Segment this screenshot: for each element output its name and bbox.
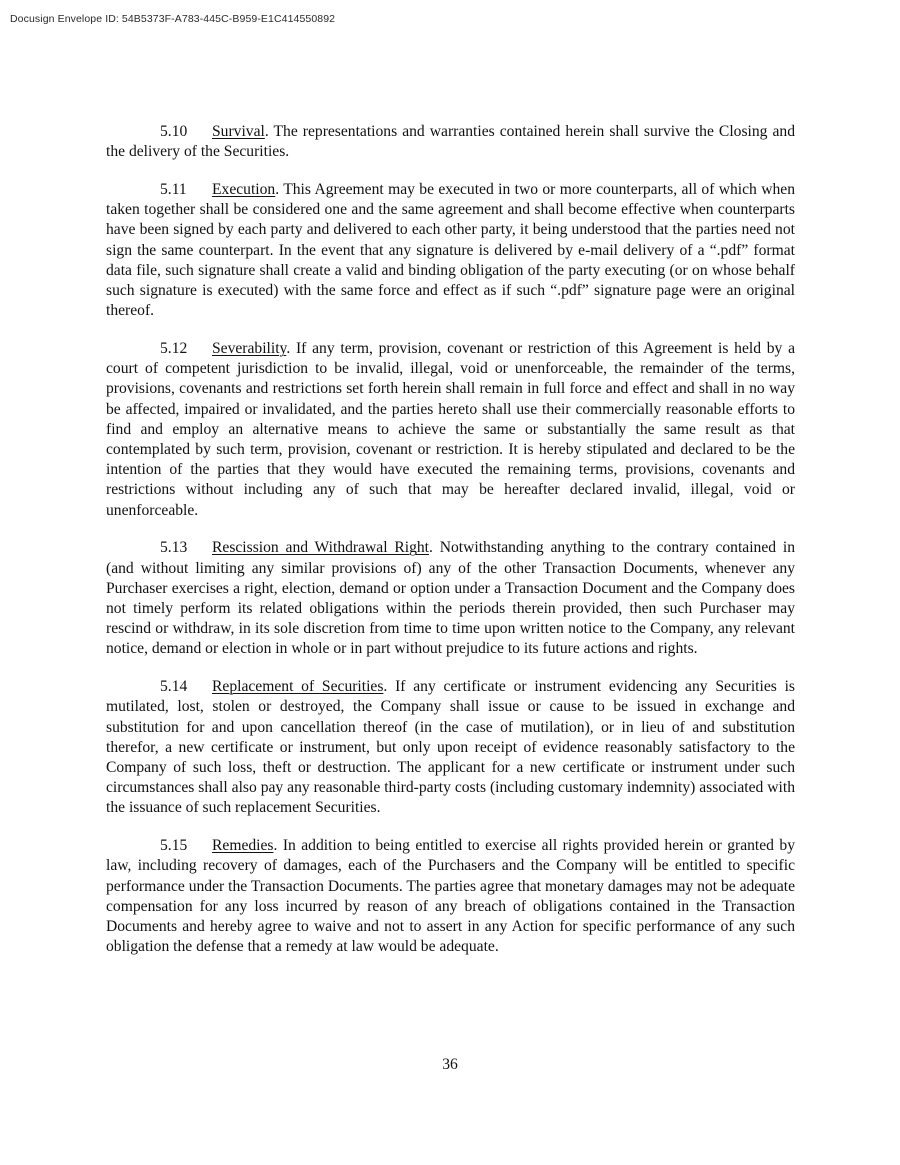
section-number: 5.10 — [160, 123, 188, 140]
section-heading: Severability — [212, 340, 287, 358]
section-heading: Remedies — [212, 837, 274, 855]
section-text: Notwithstanding anything to the contrary contained in (and without limiting any similar provisions of) any of the other Transaction Documents, whenever any Purchaser exercises a right, election, demand or option under a Transaction Document and the Company does not timely perform its related obligations within the periods therein provided, then such Purchaser may rescind or withdraw, in its sole discretion from time to time upon written notice to the Company, any relevant notice, demand or election in whole or in part without prejudice to its future actions and rights. — [106, 539, 796, 658]
section-text: If any term, provision, covenant or restriction of this Agreement is held by a court of competent jurisdiction to be invalid, illegal, void or unenforceable, the remainder of the terms, provisions, covenants and restrictions set forth herein shall remain in full force and effect and shall in no way be affected, impaired or invalidated, and the parties hereto shall use their commercially reasonable efforts to find and employ an alternative means to achieve the same or substantially the same result as that contemplated by such term, provision, covenant or restriction. It is hereby stipulated and declared to be the intention of the parties that they would have executed the remaining terms, provisions, covenants and restrictions without including any of such that may be hereafter declared invalid, illegal, void or unenforceable. — [106, 340, 795, 519]
section-heading: Rescission and Withdrawal Right — [212, 539, 430, 557]
section-5-15: 5.15 Remedies. In addition to being entitled to exercise all rights provided herein or granted by law, including recovery of damages, each of the Purchasers and the Company will be entitled to specific performance under the Transaction Documents. The parties agree that monetary damages may not be adequate compensation for any loss incurred by reason of any breach of obligations contained in the Transaction Documents and hereby agree to waive and not to assert in any Action for specific performance of any such obligation the defense that a remedy at law would be adequate. — [106, 837, 795, 956]
section-text: If any certificate or instrument evidencing any Securities is mutilated, lost, stolen or destroyed, the Company shall issue or cause to be issued in exchange and substitution for and upon cancellation thereof (in the case of mutilation), or in lieu of and substitution therefor, a new certificate or instrument, but only upon receipt of evidence reasonably satisfactory to the Company of such loss, theft or destruction. The applicant for a new certificate or instrument under such circumstances shall also pay any reasonable third-party costs (including customary indemnity) associated with the issuance of such replacement Securities. — [106, 678, 795, 817]
section-5-13: 5.13 Rescission and Withdrawal Right. Notwithstanding anything to the contrary contained in (and without limiting any similar provisions of) any of the other Transaction Documents, whenever any Purchaser exercises a right, election, demand or option under a Transaction Document and the Company does not timely perform its related obligations within the periods therein provided, then such Purchaser may rescind or withdraw, in its sole discretion from time to time upon written notice to the Company, any relevant notice, demand or election in whole or in part without prejudice to its future actions and rights. — [106, 539, 796, 658]
section-5-12: 5.12 Severability. If any term, provision, covenant or restriction of this Agreement is held by a court of competent jurisdiction to be invalid, illegal, void or unenforceable, the remainder of the terms, provisions, covenants and restrictions set forth herein shall remain in full force and effect and shall in no way be affected, impaired or invalidated, and the parties hereto shall use their commercially reasonable efforts to find and employ an alternative means to achieve the same or substantially the same result as that contemplated by such term, provision, covenant or restriction. It is hereby stipulated and declared to be the intention of the parties that they would have executed the remaining terms, provisions, covenants and restrictions without including any of such that may be hereafter declared invalid, illegal, void or unenforceable. — [106, 340, 795, 519]
section-text: In addition to being entitled to exercise all rights provided herein or granted by law, including recovery of damages, each of the Purchasers and the Company will be entitled to specific performance under the Transaction Documents. The parties agree that monetary damages may not be adequate compensation for any loss incurred by reason of any breach of obligations contained in the Transaction Documents and hereby agree to waive and not to assert in any Action for specific performance of any such obligation the defense that a remedy at law would be adequate. — [106, 837, 795, 956]
section-text: The representations and warranties contained herein shall survive the Closing and the delivery of the Securities. — [106, 123, 795, 161]
section-text: This Agreement may be executed in two or more counterparts, all of which when taken together shall be considered one and the same agreement and shall become effective when counterparts have been signed by each party and delivered to each other party, it being understood that the parties need not sign the same counterpart. In the event that any signature is delivered by e-mail delivery of a “.pdf” format data file, such signature shall create a valid and binding obligation of the party executing (or on whose behalf such signature is executed) with the same force and effect as if such “.pdf” signature page were an original thereof. — [106, 181, 795, 320]
document-body — [106, 122, 795, 975]
section-number: 5.14 — [160, 678, 188, 696]
page-number: 36 — [442, 1056, 458, 1073]
section-number: 5.15 — [160, 837, 188, 855]
section-5-10: 5.10 Survival. The representations and warranties contained herein shall survive the Closing and the delivery of the Securities. — [106, 123, 795, 161]
section-5-11: 5.11 Execution. This Agreement may be executed in two or more counterparts, all of which when taken together shall be considered one and the same agreement and shall become effective when counterparts have been signed by each party and delivered to each other party, it being understood that the parties need not sign the same counterpart. In the event that any signature is delivered by e-mail delivery of a “.pdf” format data file, such signature shall create a valid and binding obligation of the party executing (or on whose behalf such signature is executed) with the same force and effect as if such “.pdf” signature page were an original thereof. — [106, 181, 795, 320]
section-number: 5.12 — [160, 340, 188, 358]
section-heading: Execution — [212, 181, 276, 198]
section-number: 5.11 — [160, 181, 187, 198]
docusign-envelope-id: Docusign Envelope ID: 54B5373F-A783-445C-B959-E1C414550892 — [10, 13, 336, 25]
section-5-14: 5.14 Replacement of Securities. If any certificate or instrument evidencing any Securities is mutilated, lost, stolen or destroyed, the Company shall issue or cause to be issued in exchange and substitution for and upon cancellation thereof (in the case of mutilation), or in lieu of and substitution therefor, a new certificate or instrument, but only upon receipt of evidence reasonably satisfactory to the Company of such loss, theft or destruction. The applicant for a new certificate or instrument under such circumstances shall also pay any reasonable third-party costs (including customary indemnity) associated with the issuance of such replacement Securities. — [106, 678, 795, 817]
section-heading: Replacement of Securities — [212, 678, 384, 696]
section-heading: Survival — [212, 123, 265, 140]
section-number: 5.13 — [160, 539, 188, 557]
